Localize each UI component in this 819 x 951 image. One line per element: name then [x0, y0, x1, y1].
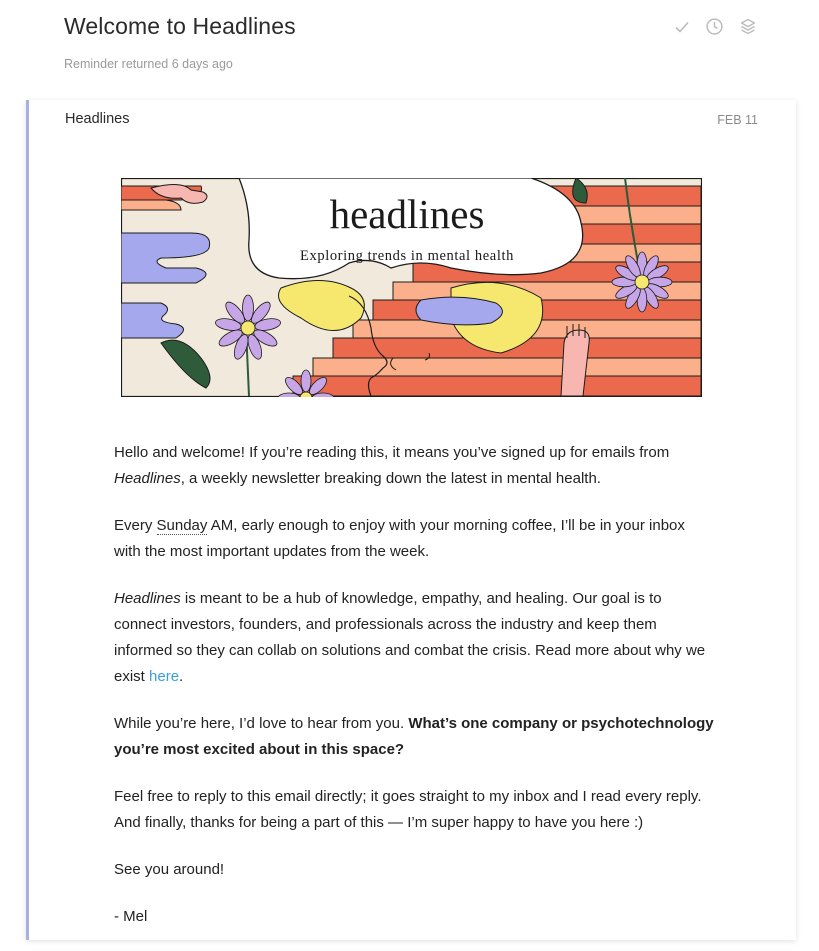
- subject-title: Welcome to Headlines: [64, 13, 296, 39]
- thread-actions: [672, 17, 757, 36]
- newsletter-name: Headlines: [114, 470, 181, 487]
- message-date: FEB 11: [717, 113, 758, 127]
- reminder-status: Reminder returned 6 days ago: [64, 57, 233, 71]
- signature: - Mel: [114, 908, 148, 925]
- newsletter-banner: [121, 178, 702, 402]
- paragraph-mission: Headlines is meant to be a hub of knowledge, empathy, and healing. Our goal is to connect investors, founders, and professionals across the industry and keep them informed so they can collab on solutions and combat the crisis. Read more about why we exist here.: [114, 590, 706, 685]
- clock-icon[interactable]: [705, 17, 724, 36]
- sender-name: Headlines: [65, 111, 130, 127]
- paragraph-question: While you’re here, I’d love to hear from you. What’s one company or psychotechnology you’re most excited about in this space?: [114, 715, 714, 758]
- banner-title: headlines: [329, 191, 485, 237]
- paragraph-intro: Hello and welcome! If you’re reading this, it means you’ve signed up for emails from Headlines, a weekly newsletter breaking down the latest in mental health.: [114, 444, 670, 487]
- message-card[interactable]: [26, 100, 796, 940]
- question-text: What’s one company or psychotechnology you’re most excited about in this space?: [114, 715, 714, 758]
- banner-subtitle: Exploring trends in mental health: [300, 248, 514, 264]
- paragraph-schedule: Every Sunday AM, early enough to enjoy with your morning coffee, I’ll be in your inbox with the most important updates from the week.: [114, 517, 685, 560]
- here-link[interactable]: here: [149, 668, 180, 685]
- check-icon[interactable]: [672, 17, 691, 36]
- newsletter-name: Headlines: [114, 590, 181, 607]
- paragraph-signoff: See you around!: [114, 861, 225, 878]
- layers-icon[interactable]: [738, 17, 757, 36]
- date-detection[interactable]: Sunday: [156, 517, 208, 534]
- paragraph-reply: Feel free to reply to this email directly; it goes straight to my inbox and I read every reply. And finally, thanks for being a part of this — I’m super happy to have you here :): [114, 788, 702, 831]
- message-body: [114, 440, 714, 951]
